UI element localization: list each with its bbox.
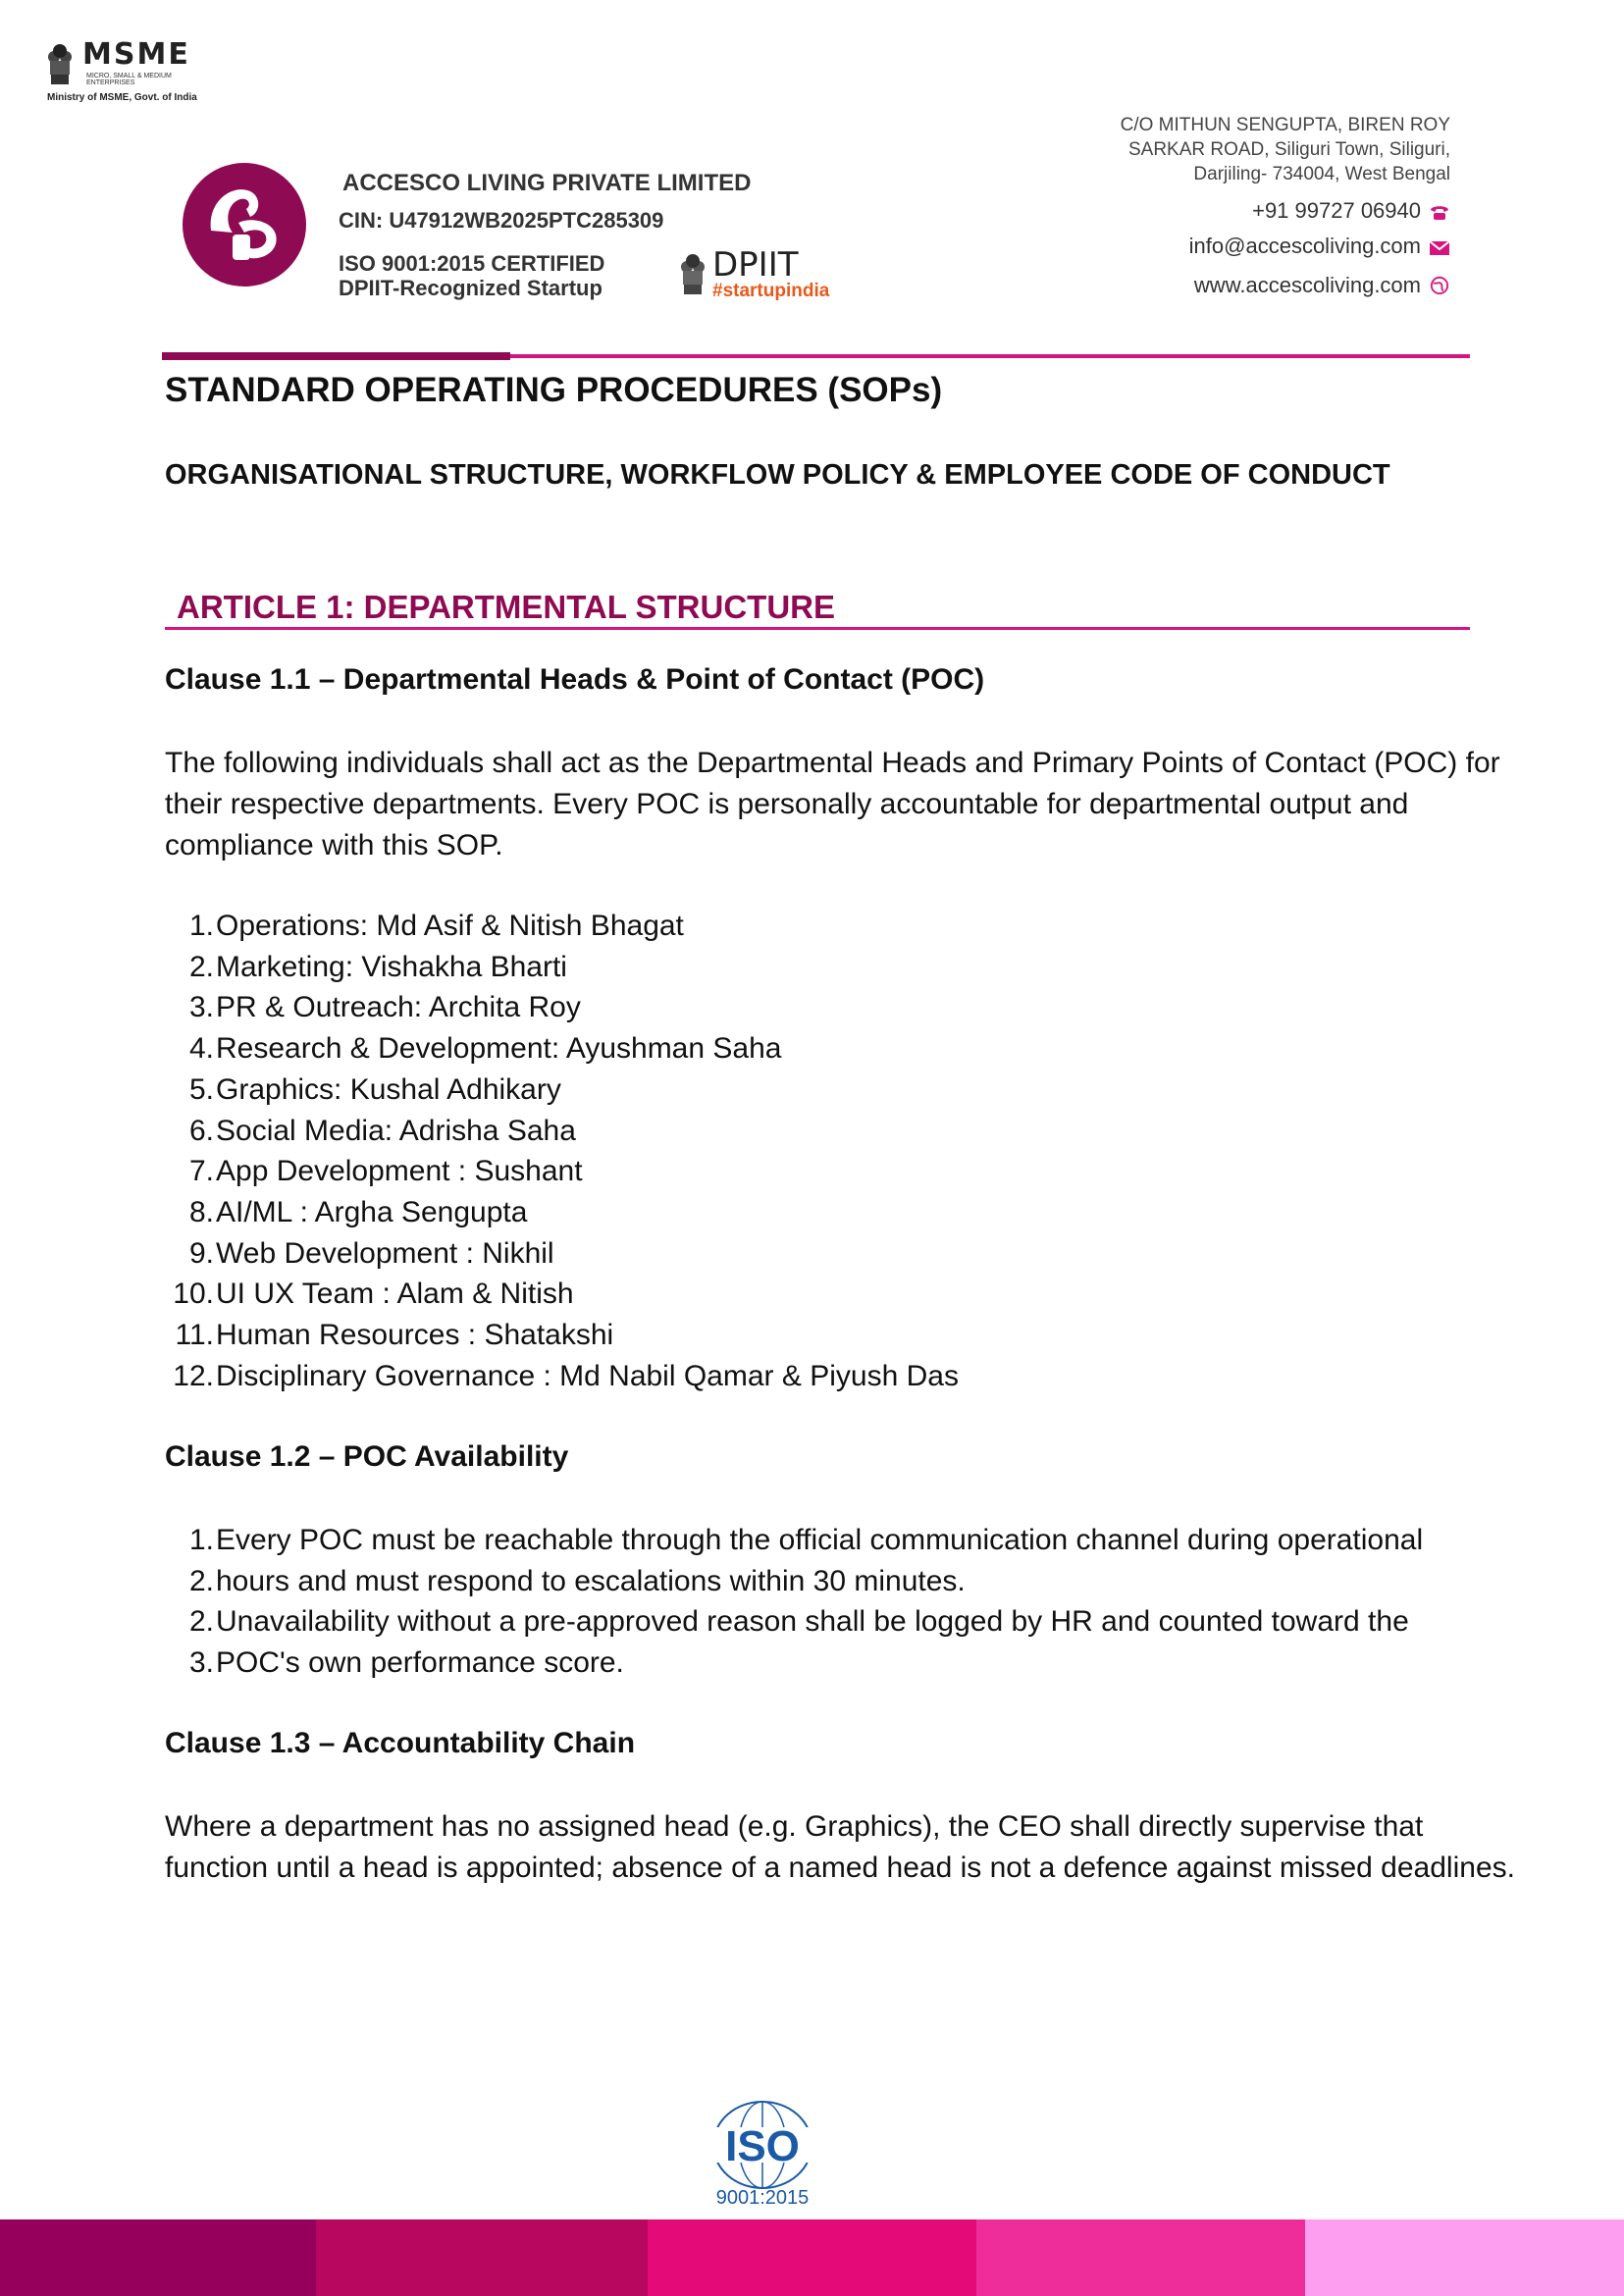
iso-mark-text: ISO	[725, 2122, 800, 2170]
address-line-3: Darjiling- 734004, West Bengal	[1193, 164, 1450, 184]
list-item-text: PR & Outreach: Archita Roy	[216, 991, 581, 1024]
list-item-number: 8.	[188, 1195, 214, 1228]
phone-icon	[1429, 202, 1450, 222]
list-item	[165, 1028, 959, 1070]
list-item-number: 1.	[188, 1524, 214, 1556]
dpiit-title: DPIIT	[712, 245, 799, 285]
footer-band-5	[1305, 2219, 1624, 2296]
list-item-number: 11.	[175, 1319, 214, 1352]
department-list	[165, 906, 959, 1396]
article-heading: ARTICLE 1: DEPARTMENTAL STRUCTURE	[177, 589, 835, 625]
list-item-text: Disciplinary Governance : Md Nabil Qamar & Piyush Das	[216, 1359, 959, 1392]
list-item-text: Social Media: Adrisha Saha	[216, 1114, 576, 1147]
footer-band-4	[976, 2219, 1305, 2296]
company-logo-icon	[182, 162, 307, 287]
list-item-text: Graphics: Kushal Adhikary	[216, 1072, 561, 1106]
list-item	[165, 1601, 1423, 1643]
globe-icon	[1429, 276, 1450, 295]
list-item-number: 2.	[188, 1605, 214, 1639]
iso-certification: ISO 9001:2015 CERTIFIED	[339, 251, 605, 276]
list-item-text: Every POC must be reachable through the official communication channel during operational	[216, 1524, 1424, 1556]
startupindia-tag: #startupindia	[712, 281, 830, 301]
availability-list	[165, 1520, 1423, 1684]
list-item	[165, 1070, 959, 1111]
phone-number: +91 99727 06940	[1252, 198, 1421, 223]
list-item-number: 10.	[173, 1278, 214, 1311]
list-item-text: Human Resources : Shatakshi	[216, 1319, 614, 1352]
list-item	[165, 1315, 959, 1356]
footer-band-2	[316, 2219, 648, 2296]
list-item-number: 12.	[173, 1359, 214, 1392]
msme-ministry: Ministry of MSME, Govt. of India	[47, 92, 197, 103]
clause-1-2-heading: Clause 1.2 – POC Availability	[165, 1440, 569, 1473]
list-item-number: 1.	[188, 910, 214, 942]
clause-1-3-heading: Clause 1.3 – Accountability Chain	[165, 1727, 636, 1759]
address-line-1: C/O MITHUN SENGUPTA, BIREN ROY	[1120, 115, 1450, 135]
list-item	[165, 1192, 959, 1233]
msme-wordmark: MSME	[82, 37, 190, 72]
list-item	[165, 1233, 959, 1275]
iso-logo-icon	[707, 2100, 818, 2210]
startup-recognition: DPIIT-Recognized Startup	[339, 276, 602, 300]
list-item	[165, 947, 959, 988]
dpiit-emblem-icon	[677, 247, 708, 298]
list-item	[165, 1356, 959, 1397]
list-item-text: UI UX Team : Alam & Nitish	[216, 1278, 574, 1311]
list-item	[165, 1643, 1423, 1684]
address-line-2: SARKAR ROAD, Siliguri Town, Siliguri,	[1127, 139, 1450, 160]
article-rule	[165, 627, 1470, 630]
list-item	[165, 1520, 1423, 1561]
company-name: ACCESCO LIVING PRIVATE LIMITED	[342, 170, 752, 196]
list-item-number: 2.	[188, 1564, 214, 1597]
list-item-text: Unavailability without a pre-approved reason shall be logged by HR and counted toward the	[216, 1605, 1409, 1639]
list-item-text: hours and must respond to escalations within 30 minutes.	[216, 1564, 966, 1597]
msme-tagline: MICRO, SMALL & MEDIUM ENTERPRISES	[86, 73, 172, 86]
list-item-number: 9.	[188, 1236, 214, 1270]
list-item-number: 5.	[188, 1072, 214, 1106]
list-item-text: AI/ML : Argha Sengupta	[216, 1195, 528, 1228]
list-item-text: POC's own performance score.	[216, 1646, 624, 1680]
website-link[interactable]: www.accescoliving.com	[1193, 273, 1421, 297]
email-address[interactable]: info@accescoliving.com	[1188, 234, 1421, 258]
company-cin: CIN: U47912WB2025PTC285309	[339, 208, 664, 233]
clause-1-3-text: Where a department has no assigned head (e.g. Graphics), the CEO shall directly supervise that function until a head is appointed; absence of a named head is not a defence against missed deadlines.	[165, 1810, 1515, 1884]
document-subtitle: ORGANISATIONAL STRUCTURE, WORKFLOW POLICY & EMPLOYEE CODE OF CONDUCT	[165, 459, 1390, 491]
clause-1-1-intro: The following individuals shall act as the Departmental Heads and Primary Points of Contact (POC) for their respective departments. Every POC is personally accountable for departmental output and compliance with this SOP.	[165, 747, 1500, 861]
document-title: STANDARD OPERATING PROCEDURES (SOPs)	[165, 371, 943, 409]
header-rule-accent	[162, 352, 510, 360]
list-item-number: 3.	[188, 991, 214, 1024]
list-item-text: Research & Development: Ayushman Saha	[216, 1032, 782, 1066]
footer-band-3	[648, 2219, 976, 2296]
msme-logo	[43, 35, 200, 104]
list-item-text: Web Development : Nikhil	[216, 1236, 554, 1270]
list-item-number: 7.	[188, 1155, 214, 1188]
list-item	[165, 906, 959, 947]
iso-standard-text: 9001:2015	[715, 2187, 810, 2209]
footer-band-1	[0, 2219, 316, 2296]
mail-icon	[1429, 238, 1450, 258]
list-item-number: 2.	[188, 950, 214, 983]
list-item-text: Marketing: Vishakha Bharti	[216, 950, 567, 983]
list-item	[165, 987, 959, 1028]
list-item	[165, 1274, 959, 1315]
address-block	[1038, 113, 1450, 186]
list-item-number: 6.	[188, 1114, 214, 1147]
list-item-text: Operations: Md Asif & Nitish Bhagat	[216, 910, 684, 942]
clause-1-1-heading: Clause 1.1 – Departmental Heads & Point of Contact (POC)	[165, 663, 985, 696]
list-item	[165, 1561, 1423, 1602]
national-emblem-icon	[43, 35, 77, 88]
list-item	[165, 1111, 959, 1152]
dpiit-logo	[677, 247, 854, 312]
list-item-number: 4.	[188, 1032, 214, 1066]
list-item-text: App Development : Sushant	[216, 1155, 583, 1188]
list-item	[165, 1151, 959, 1192]
list-item-number: 3.	[188, 1646, 214, 1680]
